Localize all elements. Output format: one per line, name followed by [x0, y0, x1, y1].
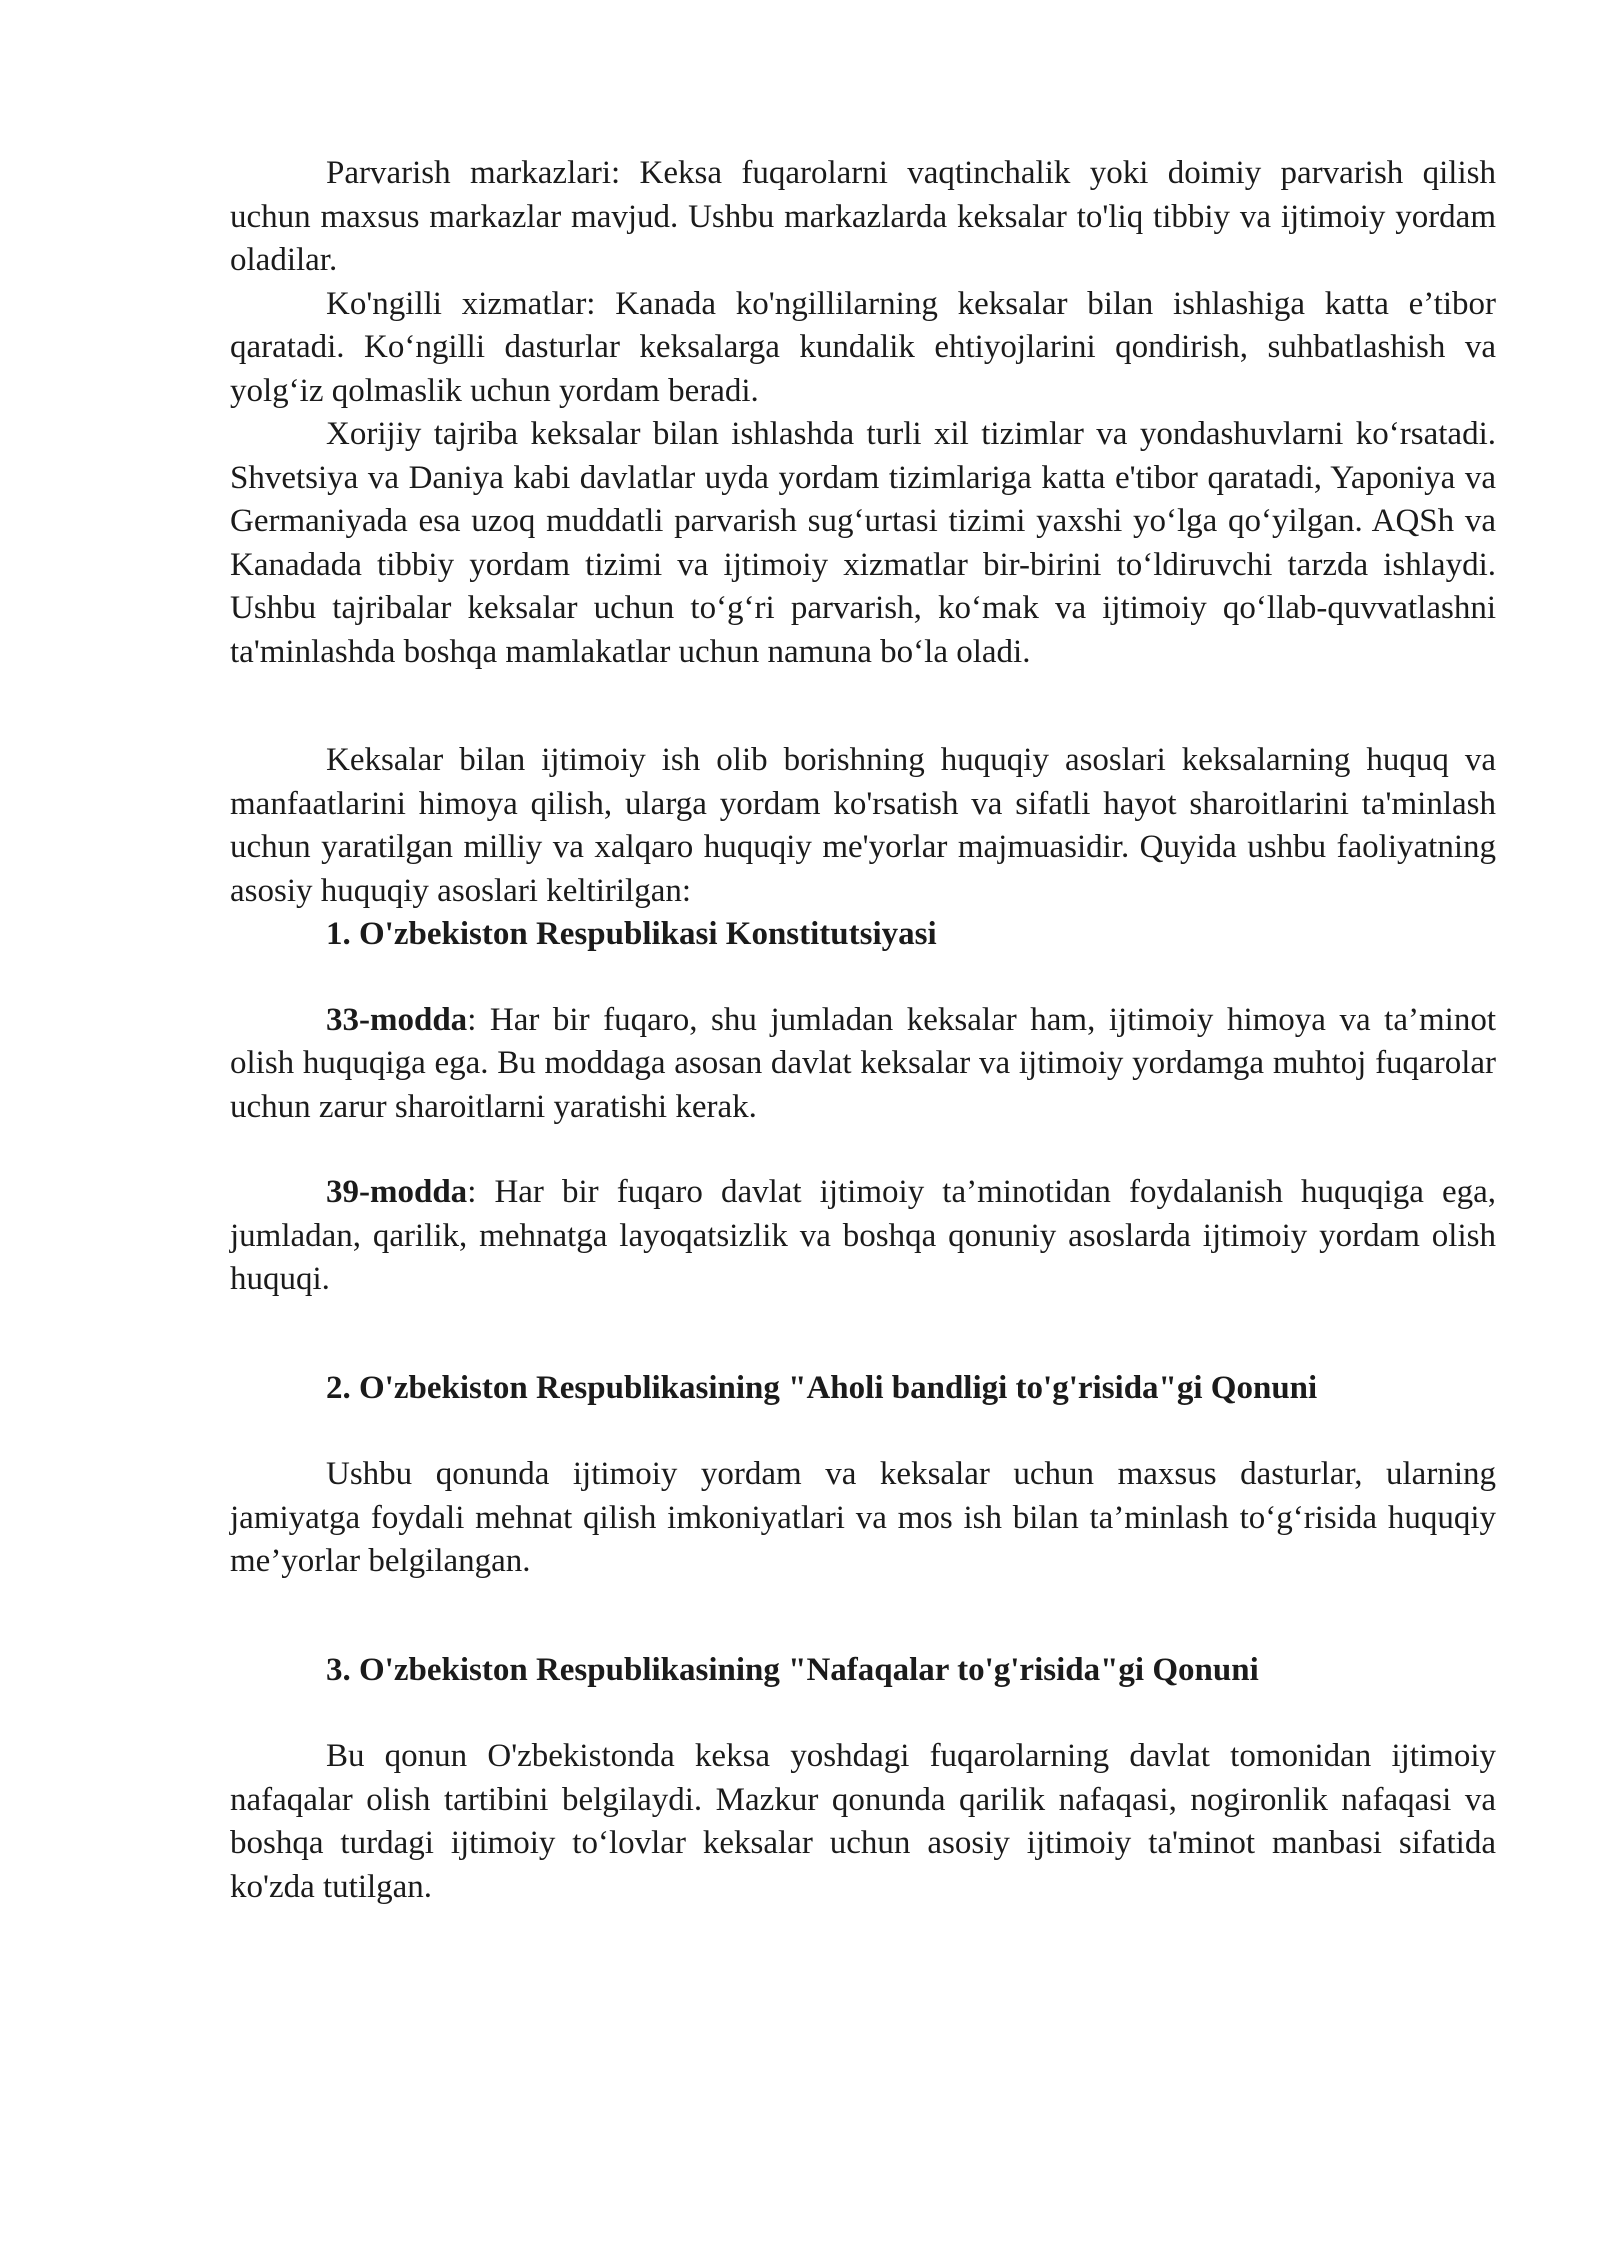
section-heading-pensions-law: 3. O'zbekiston Respublikasining "Nafaqalar to'g'risida"gi Qonuni [326, 1651, 1259, 1688]
spacer [230, 1692, 1496, 1735]
spacer [230, 1410, 1496, 1453]
spacer [230, 1129, 1496, 1171]
section-heading-employment-law: 2. O'zbekiston Respublikasining "Aholi bandligi to'g'risida"gi Qonuni [326, 1369, 1318, 1406]
article-text: : Har bir fuqaro davlat ijtimoiy ta’minotidan foydalanish huquqiga ega, jumladan, qarilik, mehnatga layoqatsizlik va boshqa qonuniy asoslarda ijtimoiy yordam olish huquqi. [230, 1174, 1496, 1297]
paragraph-foreign-experience: Xorijiy tajriba keksalar bilan ishlashda turli xil tizimlar va yondashuvlarni ko‘rsatadi. Shvetsiya va Daniya kabi davlatlar uyda yordam tizimlariga katta e'tibor qaratadi, Yaponiya va Germaniyada esa uzoq muddatli parvarish sug‘urtasi tizimi yaxshi yo‘lga qo‘yilgan. AQSh va Kanadada tibbiy yordam tizimi va ijtimoiy xizmatlar bir-birini to‘ldiruvchi tarzda ishlaydi. Ushbu tajribalar keksalar uchun to‘g‘ri parvarish, ko‘mak va ijtimoiy qo‘llab-quvvatlashni ta'minlashda boshqa mamlakatlar uchun namuna bo‘la oladi. [230, 416, 1496, 670]
paragraph-article-33 [230, 999, 1496, 1130]
spacer [230, 957, 1496, 999]
spacer [230, 674, 1496, 739]
paragraph-employment-law: Ushbu qonunda ijtimoiy yordam va keksalar uchun maxsus dasturlar, ularning jamiyatga foydali mehnat qilish imkoniyatlari va mos ish bilan ta’minlash to‘g‘risida huquqiy me’yorlar belgilangan. [230, 1456, 1496, 1579]
paragraph-volunteer-services: Ko'ngilli xizmatlar: Kanada ko'ngillilarning keksalar bilan ishlashiga katta e’tibor qaratadi. Ko‘ngilli dasturlar keksalarga kundalik ehtiyojlarini qondirish, suhbatlashish va yolg‘iz qolmaslik uchun yordam beradi. [230, 285, 1496, 409]
section-heading-constitution: 1. O'zbekiston Respublikasi Konstitutsiyasi [326, 916, 937, 952]
article-label: 39-modda [326, 1174, 468, 1210]
paragraph-article-39 [230, 1171, 1496, 1302]
article-label: 33-modda [326, 1001, 468, 1038]
paragraph-legal-basis-intro: Keksalar bilan ijtimoiy ish olib borishning huquqiy asoslari keksalarning huquq va manfaatlarini himoya qilish, ularga yordam ko'rsatish va sifatli hayot sharoitlarini ta'minlash uchun yaratilgan milliy va xalqaro huquqiy me'yorlar majmuasidir. Quyida ushbu faoliyatning asosiy huquqiy asoslari keltirilgan: [230, 742, 1496, 909]
spacer [230, 1584, 1496, 1649]
spacer [230, 1302, 1496, 1367]
paragraph-pensions-law: Bu qonun O'zbekistonda keksa yoshdagi fuqarolarning davlat tomonidan ijtimoiy nafaqalar olish tartibini belgilaydi. Mazkur qonunda qarilik nafaqasi, nogironlik nafaqasi va boshqa turdagi ijtimoiy to‘lovlar keksalar uchun asosiy ijtimoiy ta'minot manbasi sifatida ko'zda tutilgan. [230, 1738, 1496, 1905]
paragraph-care-centers: Parvarish markazlari: Keksa fuqarolarni vaqtinchalik yoki doimiy parvarish qilish uchun maxsus markazlar mavjud. Ushbu markazlarda keksalar to'liq tibbiy va ijtimoiy yordam oladilar. [230, 155, 1496, 278]
article-text: : Har bir fuqaro, shu jumladan keksalar ham, ijtimoiy himoya va ta’minot olish huquqiga ega. Bu moddaga asosan davlat keksalar va ijtimoiy yordamga muhtoj fuqarolar uchun zarur sharoitlarni yaratishi kerak. [230, 1001, 1496, 1125]
document-page [230, 152, 1496, 1909]
